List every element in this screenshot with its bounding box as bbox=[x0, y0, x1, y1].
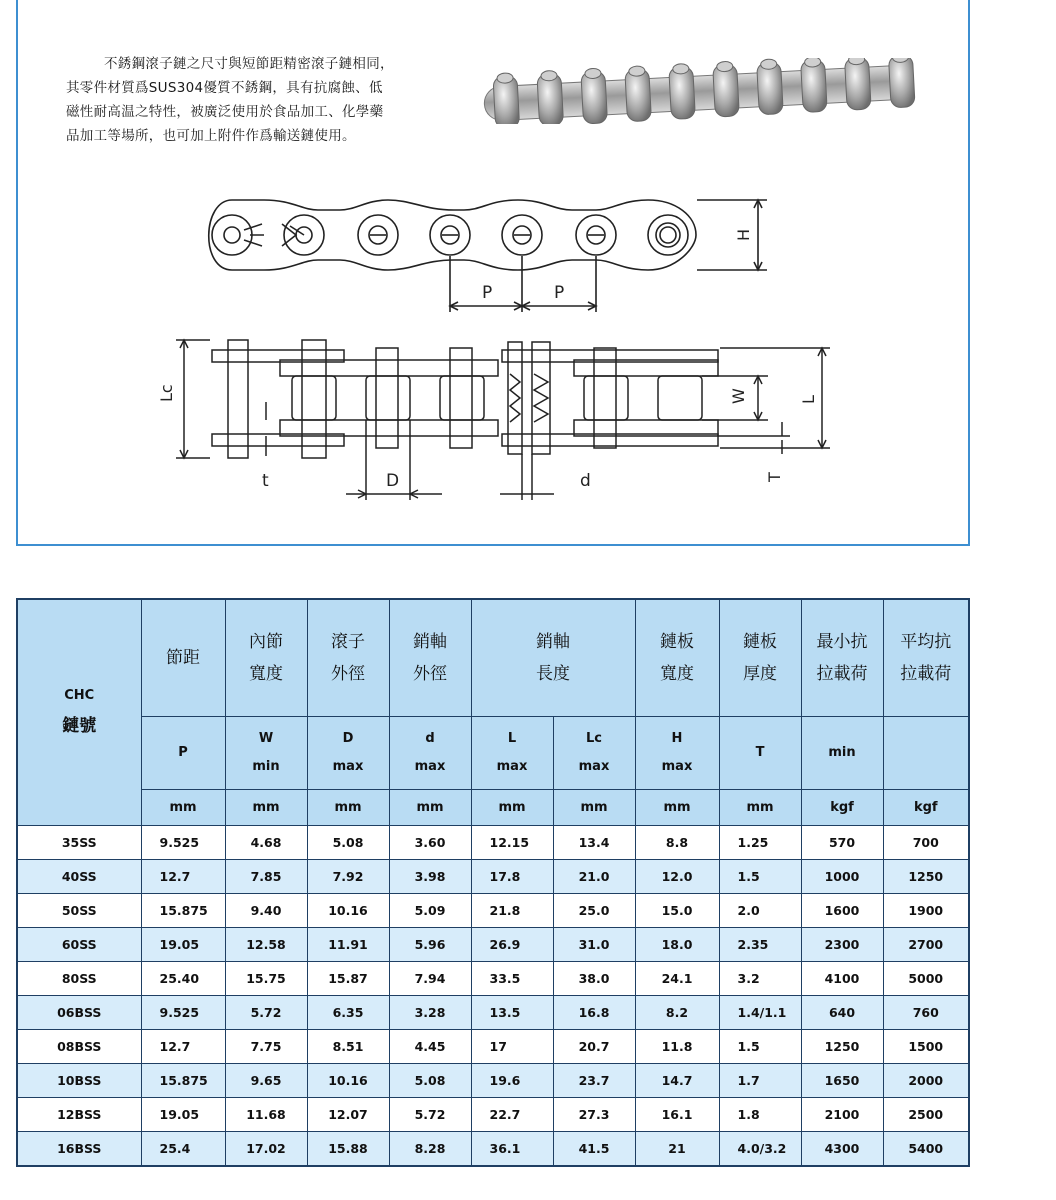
header-pitch bbox=[141, 599, 225, 716]
table-row bbox=[17, 893, 969, 927]
intro-line: 品加工等場所，也可加上附件作爲輸送鏈使用。 bbox=[66, 128, 356, 144]
symbol-cell bbox=[635, 716, 719, 789]
table-cell: 5.72 bbox=[389, 1097, 471, 1131]
symbol-cell bbox=[801, 716, 883, 789]
table-cell: 11.8 bbox=[635, 1029, 719, 1063]
chain-number-cell: 16BSS bbox=[17, 1131, 141, 1166]
table-cell: 13.5 bbox=[471, 995, 553, 1029]
table-cell: 15.87 bbox=[307, 961, 389, 995]
table-row bbox=[17, 1063, 969, 1097]
symbol-cell bbox=[553, 716, 635, 789]
table-cell: 12.7 bbox=[141, 1029, 225, 1063]
symbol-text: T bbox=[755, 744, 765, 760]
table-cell: 25.0 bbox=[553, 893, 635, 927]
table-cell: 21 bbox=[635, 1131, 719, 1166]
table-cell: 2.0 bbox=[719, 893, 801, 927]
unit-cell: mm bbox=[389, 789, 471, 825]
label-P: P bbox=[554, 283, 565, 303]
spec-table bbox=[16, 598, 970, 1167]
table-cell: 15.75 bbox=[225, 961, 307, 995]
symbol-text: max bbox=[332, 758, 364, 774]
symbol-text: min bbox=[252, 758, 280, 774]
table-cell: 16.1 bbox=[635, 1097, 719, 1131]
header-roller-diameter bbox=[307, 599, 389, 716]
table-cell: 5.72 bbox=[225, 995, 307, 1029]
table-cell: 1900 bbox=[883, 893, 969, 927]
table-cell: 1.25 bbox=[719, 825, 801, 859]
table-row bbox=[17, 927, 969, 961]
table-cell: 21.8 bbox=[471, 893, 553, 927]
chain-link bbox=[713, 61, 740, 117]
label-t: t bbox=[262, 471, 269, 491]
symbol-text: W bbox=[258, 730, 274, 746]
chain-number-cell: 35SS bbox=[17, 825, 141, 859]
table-cell: 12.7 bbox=[141, 859, 225, 893]
table-cell: 33.5 bbox=[471, 961, 553, 995]
header-text: 平均抗 bbox=[900, 631, 952, 652]
header-text: 外徑 bbox=[331, 663, 365, 684]
symbol-text: max bbox=[661, 758, 693, 774]
symbol-cell bbox=[471, 716, 553, 789]
label-d: d bbox=[580, 471, 591, 491]
table-cell: 1.4/1.1 bbox=[719, 995, 801, 1029]
table-cell: 19.05 bbox=[141, 1097, 225, 1131]
table-cell: 7.75 bbox=[225, 1029, 307, 1063]
table-cell: 7.92 bbox=[307, 859, 389, 893]
table-cell: 12.0 bbox=[635, 859, 719, 893]
table-cell: 9.525 bbox=[141, 995, 225, 1029]
table-cell: 15.875 bbox=[141, 893, 225, 927]
unit-cell: mm bbox=[471, 789, 553, 825]
table-row bbox=[17, 995, 969, 1029]
table-cell: 16.8 bbox=[553, 995, 635, 1029]
unit-cell: mm bbox=[307, 789, 389, 825]
table-row bbox=[17, 1029, 969, 1063]
table-cell: 18.0 bbox=[635, 927, 719, 961]
table-cell: 8.2 bbox=[635, 995, 719, 1029]
symbol-cell bbox=[883, 716, 969, 789]
table-cell: 1250 bbox=[883, 859, 969, 893]
table-cell: 5400 bbox=[883, 1131, 969, 1166]
table-row bbox=[17, 1097, 969, 1131]
unit-cell: mm bbox=[719, 789, 801, 825]
intro-line: 其零件材質爲SUS304優質不銹鋼，具有抗腐蝕、低 bbox=[66, 80, 383, 96]
table-cell: 2000 bbox=[883, 1063, 969, 1097]
table-cell: 17.02 bbox=[225, 1131, 307, 1166]
table-cell: 3.28 bbox=[389, 995, 471, 1029]
symbol-cell bbox=[141, 716, 225, 789]
table-cell: 9.525 bbox=[141, 825, 225, 859]
label-W: W bbox=[729, 388, 748, 404]
chain-number-cell: 80SS bbox=[17, 961, 141, 995]
label-H: H bbox=[734, 228, 753, 241]
table-cell: 14.7 bbox=[635, 1063, 719, 1097]
header-pin-length bbox=[471, 599, 635, 716]
table-cell: 4.45 bbox=[389, 1029, 471, 1063]
chain-plan-view-diagram bbox=[150, 330, 840, 500]
symbol-text: max bbox=[578, 758, 610, 774]
header-text: 拉載荷 bbox=[816, 663, 868, 684]
header-text: 銷軸 bbox=[536, 631, 570, 652]
table-cell: 13.4 bbox=[553, 825, 635, 859]
table-cell: 21.0 bbox=[553, 859, 635, 893]
header-text: 長度 bbox=[536, 663, 570, 684]
header-text: 滾子 bbox=[331, 631, 365, 652]
symbol-text: H bbox=[671, 730, 683, 746]
unit-cell: mm bbox=[553, 789, 635, 825]
table-cell: 10.16 bbox=[307, 893, 389, 927]
header-text: 寬度 bbox=[249, 663, 283, 684]
table-cell: 7.85 bbox=[225, 859, 307, 893]
table-cell: 25.40 bbox=[141, 961, 225, 995]
table-cell: 11.91 bbox=[307, 927, 389, 961]
table-cell: 17.8 bbox=[471, 859, 553, 893]
table-cell: 26.9 bbox=[471, 927, 553, 961]
chain-link bbox=[493, 72, 520, 124]
table-cell: 1.5 bbox=[719, 859, 801, 893]
table-row bbox=[17, 859, 969, 893]
symbol-cell bbox=[307, 716, 389, 789]
header-text: 鏈板 bbox=[743, 631, 777, 652]
label-Lc: Lc bbox=[157, 384, 176, 402]
intro-line: 磁性耐高温之特性，被廣泛使用於食品加工、化學藥 bbox=[66, 104, 384, 120]
table-cell: 36.1 bbox=[471, 1131, 553, 1166]
table-cell: 1600 bbox=[801, 893, 883, 927]
symbol-text: max bbox=[496, 758, 528, 774]
table-cell: 4100 bbox=[801, 961, 883, 995]
table-cell: 15.88 bbox=[307, 1131, 389, 1166]
header-text: CHC bbox=[64, 688, 95, 704]
chain-number-cell: 08BSS bbox=[17, 1029, 141, 1063]
chain-link bbox=[669, 63, 696, 119]
table-cell: 38.0 bbox=[553, 961, 635, 995]
table-cell: 31.0 bbox=[553, 927, 635, 961]
table-cell: 6.35 bbox=[307, 995, 389, 1029]
chain-link bbox=[888, 58, 915, 108]
header-text: 節距 bbox=[166, 647, 200, 668]
table-cell: 7.94 bbox=[389, 961, 471, 995]
chain-link bbox=[581, 68, 608, 124]
table-cell: 19.6 bbox=[471, 1063, 553, 1097]
table-cell: 17 bbox=[471, 1029, 553, 1063]
header-text: 外徑 bbox=[413, 663, 447, 684]
table-cell: 3.60 bbox=[389, 825, 471, 859]
header-inner-width bbox=[225, 599, 307, 716]
table-cell: 4300 bbox=[801, 1131, 883, 1166]
unit-cell: mm bbox=[225, 789, 307, 825]
table-cell: 4.0/3.2 bbox=[719, 1131, 801, 1166]
header-text: 最小抗 bbox=[816, 631, 868, 652]
chain-link bbox=[844, 58, 871, 110]
symbol-text: D bbox=[342, 730, 354, 746]
table-cell: 760 bbox=[883, 995, 969, 1029]
intro-line: 不銹鋼滾子鏈之尺寸與短節距精密滾子鏈相同， bbox=[104, 56, 394, 72]
chain-link bbox=[537, 70, 564, 124]
symbol-text: d bbox=[425, 730, 435, 746]
label-P: P bbox=[482, 283, 493, 303]
table-cell: 27.3 bbox=[553, 1097, 635, 1131]
table-row bbox=[17, 961, 969, 995]
chain-number-cell: 40SS bbox=[17, 859, 141, 893]
chain-link bbox=[800, 58, 827, 113]
header-avg-tensile bbox=[883, 599, 969, 716]
unit-cell: mm bbox=[635, 789, 719, 825]
table-cell: 15.875 bbox=[141, 1063, 225, 1097]
table-cell: 22.7 bbox=[471, 1097, 553, 1131]
header-text: 寬度 bbox=[660, 663, 694, 684]
unit-cell: kgf bbox=[883, 789, 969, 825]
table-cell: 11.68 bbox=[225, 1097, 307, 1131]
symbol-cell bbox=[389, 716, 471, 789]
table-cell: 24.1 bbox=[635, 961, 719, 995]
intro-text bbox=[66, 52, 466, 148]
table-cell: 19.05 bbox=[141, 927, 225, 961]
table-cell: 2.35 bbox=[719, 927, 801, 961]
chain-number-cell: 50SS bbox=[17, 893, 141, 927]
chain-side-view-diagram bbox=[192, 186, 782, 316]
table-cell: 12.07 bbox=[307, 1097, 389, 1131]
table-cell: 8.8 bbox=[635, 825, 719, 859]
table-cell: 4.68 bbox=[225, 825, 307, 859]
table-cell: 12.15 bbox=[471, 825, 553, 859]
table-cell: 1.8 bbox=[719, 1097, 801, 1131]
table-cell: 2100 bbox=[801, 1097, 883, 1131]
header-text: 鏈號 bbox=[62, 716, 97, 737]
table-cell: 640 bbox=[801, 995, 883, 1029]
table-cell: 3.2 bbox=[719, 961, 801, 995]
symbol-text: L bbox=[507, 730, 517, 746]
symbol-text: Lc bbox=[586, 730, 602, 746]
table-cell: 1650 bbox=[801, 1063, 883, 1097]
table-cell: 2500 bbox=[883, 1097, 969, 1131]
header-text: 拉載荷 bbox=[900, 663, 952, 684]
table-cell: 1.7 bbox=[719, 1063, 801, 1097]
table-cell: 23.7 bbox=[553, 1063, 635, 1097]
label-L: L bbox=[799, 395, 818, 404]
table-cell: 700 bbox=[883, 825, 969, 859]
table-cell: 12.58 bbox=[225, 927, 307, 961]
unit-cell: mm bbox=[141, 789, 225, 825]
stainless-chain-photo bbox=[478, 58, 918, 124]
table-cell: 5.09 bbox=[389, 893, 471, 927]
chain-number-cell: 60SS bbox=[17, 927, 141, 961]
label-T: T bbox=[765, 472, 784, 482]
chain-link bbox=[625, 66, 652, 122]
table-cell: 3.98 bbox=[389, 859, 471, 893]
table-cell: 2700 bbox=[883, 927, 969, 961]
symbol-text: P bbox=[178, 744, 188, 760]
header-pin-diameter bbox=[389, 599, 471, 716]
table-row bbox=[17, 825, 969, 859]
table-cell: 8.28 bbox=[389, 1131, 471, 1166]
chain-link bbox=[756, 59, 783, 115]
chain-number-cell: 10BSS bbox=[17, 1063, 141, 1097]
header-text: 鏈板 bbox=[660, 631, 694, 652]
table-cell: 5000 bbox=[883, 961, 969, 995]
table-cell: 20.7 bbox=[553, 1029, 635, 1063]
table-cell: 15.0 bbox=[635, 893, 719, 927]
header-text: 銷軸 bbox=[413, 631, 447, 652]
table-cell: 5.08 bbox=[307, 825, 389, 859]
table-cell: 9.65 bbox=[225, 1063, 307, 1097]
symbol-text: min bbox=[828, 744, 856, 760]
header-min-tensile bbox=[801, 599, 883, 716]
table-cell: 1.5 bbox=[719, 1029, 801, 1063]
unit-cell: kgf bbox=[801, 789, 883, 825]
table-cell: 9.40 bbox=[225, 893, 307, 927]
table-cell: 2300 bbox=[801, 927, 883, 961]
table-cell: 570 bbox=[801, 825, 883, 859]
chain-number-cell: 06BSS bbox=[17, 995, 141, 1029]
table-cell: 5.96 bbox=[389, 927, 471, 961]
table-cell: 25.4 bbox=[141, 1131, 225, 1166]
symbol-cell bbox=[225, 716, 307, 789]
table-cell: 5.08 bbox=[389, 1063, 471, 1097]
symbol-cell bbox=[719, 716, 801, 789]
table-cell: 1000 bbox=[801, 859, 883, 893]
table-cell: 10.16 bbox=[307, 1063, 389, 1097]
table-cell: 1250 bbox=[801, 1029, 883, 1063]
table-cell: 41.5 bbox=[553, 1131, 635, 1166]
chain-number-cell: 12BSS bbox=[17, 1097, 141, 1131]
header-chain-number bbox=[17, 599, 141, 825]
table-cell: 1500 bbox=[883, 1029, 969, 1063]
header-plate-thickness bbox=[719, 599, 801, 716]
header-text: 內節 bbox=[249, 631, 283, 652]
label-D: D bbox=[386, 471, 400, 491]
header-text: 厚度 bbox=[743, 663, 777, 684]
table-cell: 8.51 bbox=[307, 1029, 389, 1063]
symbol-text: max bbox=[414, 758, 446, 774]
header-plate-width bbox=[635, 599, 719, 716]
table-row bbox=[17, 1131, 969, 1166]
